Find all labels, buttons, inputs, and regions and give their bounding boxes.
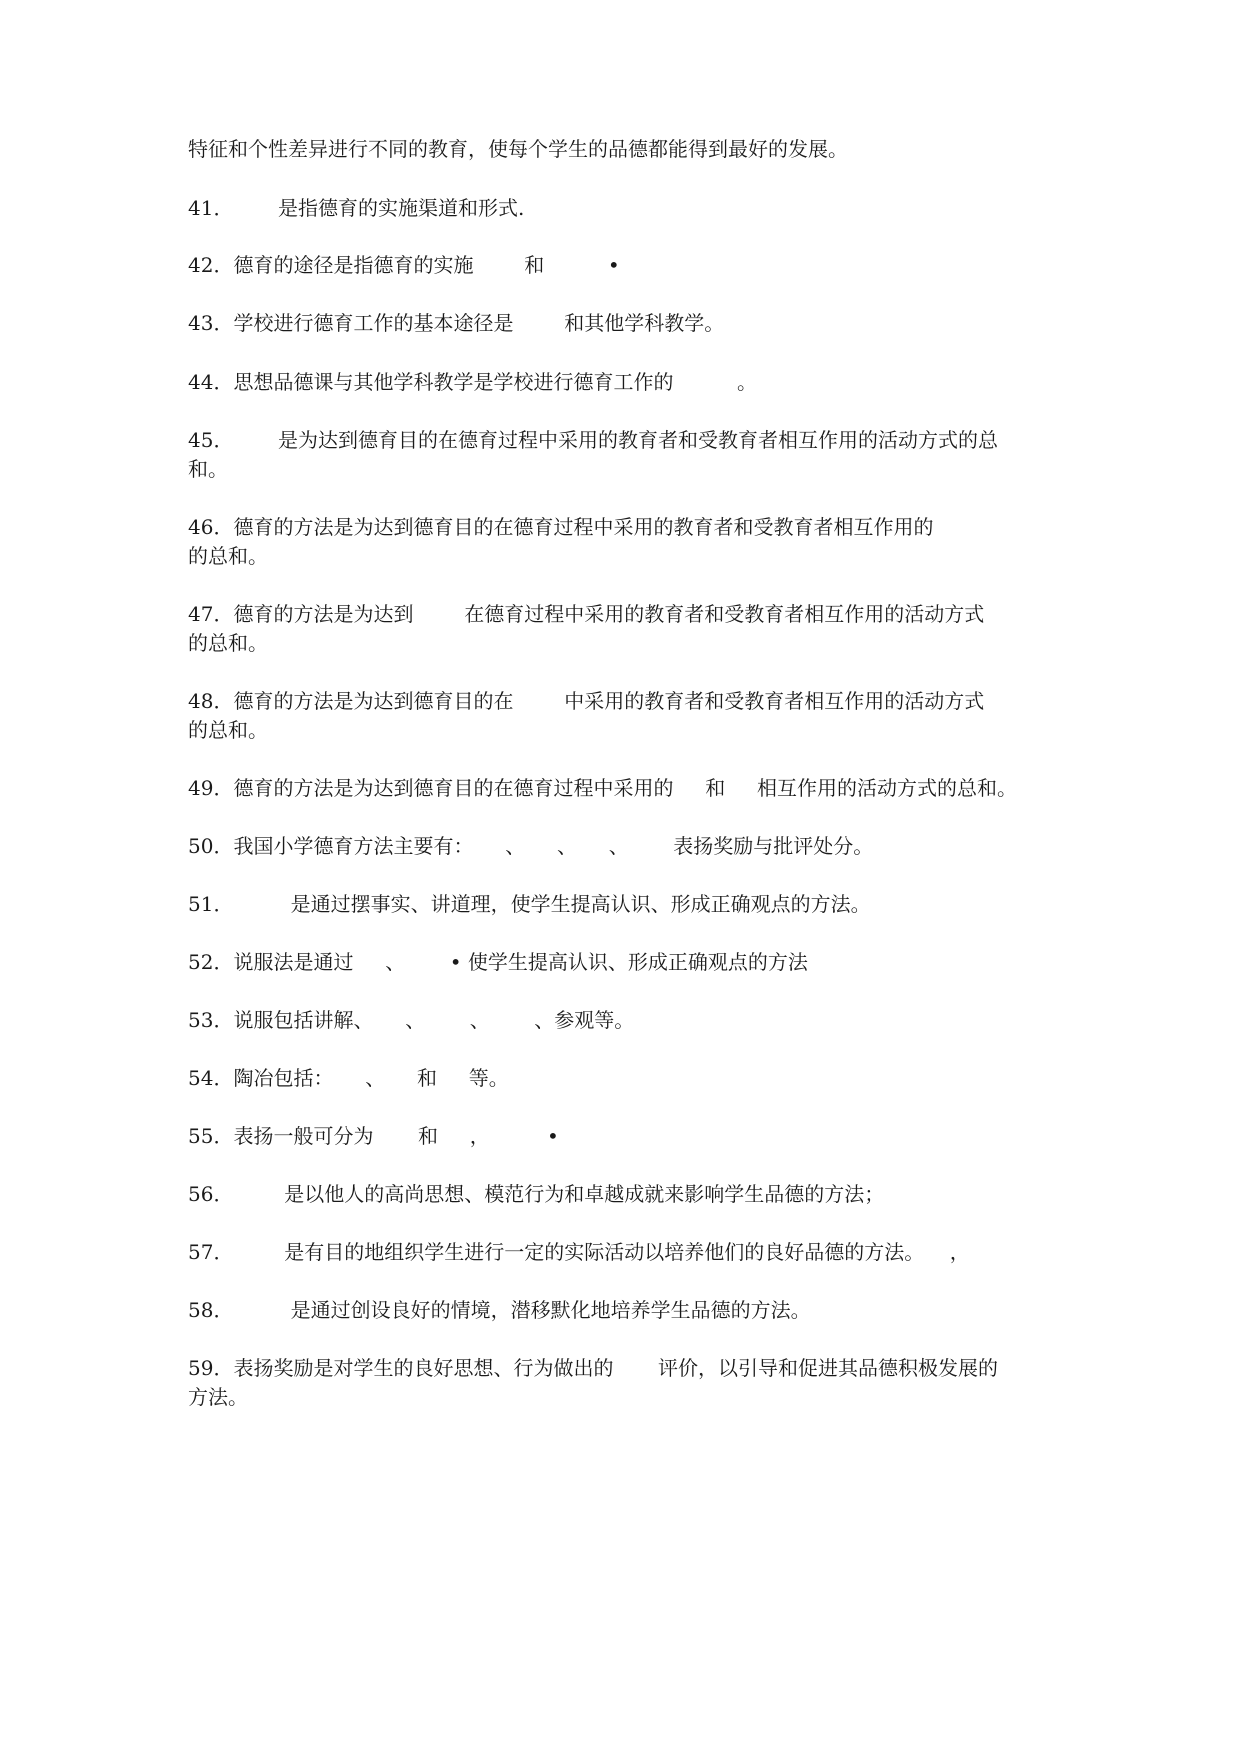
question-45-line2: 和。 [188, 457, 228, 481]
question-47-line1: 47．德育的方法是为达到 在德育过程中采用的教育者和受教育者相互作用的活动方式 [188, 602, 985, 626]
question-57: 57． 是有目的地组织学生进行一定的实际活动以培养他们的良好品德的方法。 ， [188, 1240, 970, 1264]
question-45-line1: 45． 是为达到德育目的在德育过程中采用的教育者和受教育者相互作用的活动方式的总 [188, 428, 998, 452]
question-42: 42．德育的途径是指德育的实施 和 • [188, 253, 620, 277]
question-51: 51． 是通过摆事实、讲道理，使学生提高认识、形成正确观点的方法。 [188, 892, 871, 916]
question-48-line2: 的总和。 [188, 718, 268, 742]
question-50: 50．我国小学德育方法主要有： 、 、 、 表扬奖励与批评处分。 [188, 834, 874, 858]
question-58: 58． 是通过创设良好的情境，潜移默化地培养学生品德的方法。 [188, 1298, 811, 1322]
question-52: 52．说服法是通过 、 • 使学生提高认识、形成正确观点的方法 [188, 950, 808, 974]
question-48-line1: 48．德育的方法是为达到德育目的在 中采用的教育者和受教育者相互作用的活动方式 [188, 689, 985, 713]
question-53: 53．说服包括讲解、 、 、 、参观等。 [188, 1008, 635, 1032]
question-46-line2: 的总和。 [188, 544, 268, 568]
question-55: 55．表扬一般可分为 和 ， • [188, 1124, 559, 1148]
text-line-continuation: 特征和个性差异进行不同的教育，使每个学生的品德都能得到最好的发展。 [188, 137, 848, 161]
question-54: 54．陶冶包括： 、 和 等。 [188, 1066, 509, 1090]
question-49: 49．德育的方法是为达到德育目的在德育过程中采用的 和 相互作用的活动方式的总和。 [188, 776, 1018, 800]
question-59-line2: 方法。 [188, 1385, 248, 1409]
question-44: 44．思想品德课与其他学科教学是学校进行德育工作的 。 [188, 370, 758, 394]
question-43: 43．学校进行德育工作的基本途径是 和其他学科教学。 [188, 311, 725, 335]
question-56: 56． 是以他人的高尚思想、模范行为和卓越成就来影响学生品德的方法； [188, 1182, 885, 1206]
question-46-line1: 46．德育的方法是为达到德育目的在德育过程中采用的教育者和受教育者相互作用的 [188, 515, 934, 539]
question-47-line2: 的总和。 [188, 631, 268, 655]
question-59-line1: 59．表扬奖励是对学生的良好思想、行为做出的 评价，以引导和促进其品德积极发展的 [188, 1356, 998, 1380]
question-41: 41． 是指德育的实施渠道和形式. [188, 196, 525, 220]
